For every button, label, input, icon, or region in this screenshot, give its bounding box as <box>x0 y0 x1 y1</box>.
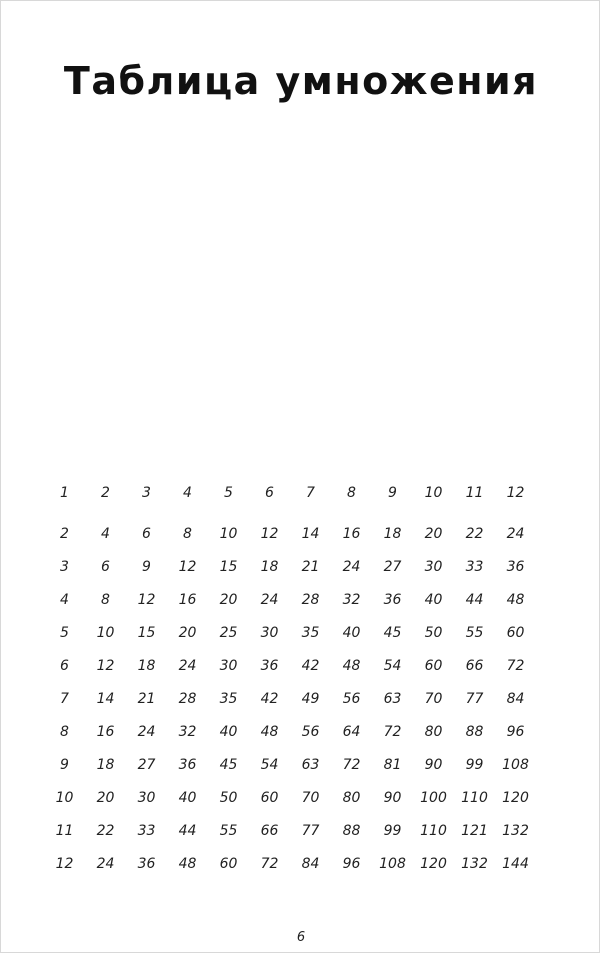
table-row <box>44 616 557 649</box>
table-cell: 44 <box>178 822 197 839</box>
table-cell: 24 <box>137 723 156 740</box>
table-cell: 48 <box>178 855 197 872</box>
table-cell: 88 <box>465 723 484 740</box>
table-cell: 36 <box>137 855 156 872</box>
table-cell: 24 <box>178 657 197 674</box>
table-row <box>44 583 557 616</box>
table-cell: 6 <box>142 525 151 542</box>
table-cell: 33 <box>137 822 156 839</box>
table-cell: 28 <box>301 591 320 608</box>
table-cell: 20 <box>424 525 443 542</box>
table-cell: 49 <box>301 690 320 707</box>
table-cell: 30 <box>137 789 156 806</box>
table-cell: 9 <box>60 756 69 773</box>
table-cell: 96 <box>342 855 361 872</box>
table-cell: 12 <box>178 558 197 575</box>
table-cell: 72 <box>383 723 402 740</box>
table-cell: 36 <box>383 591 402 608</box>
table-cell: 10 <box>424 484 443 501</box>
table-cell: 55 <box>465 624 484 641</box>
table-cell: 10 <box>55 789 74 806</box>
table-cell: 66 <box>260 822 279 839</box>
table-cell: 20 <box>178 624 197 641</box>
table-cell: 24 <box>96 855 115 872</box>
table-cell: 18 <box>383 525 402 542</box>
table-cell: 54 <box>260 756 279 773</box>
table-cell: 84 <box>301 855 320 872</box>
table-cell: 48 <box>260 723 279 740</box>
table-cell: 11 <box>465 484 484 501</box>
table-cell: 40 <box>342 624 361 641</box>
table-cell: 16 <box>178 591 197 608</box>
table-cell: 24 <box>342 558 361 575</box>
table-cell: 66 <box>465 657 484 674</box>
table-cell: 99 <box>383 822 402 839</box>
table-cell: 42 <box>260 690 279 707</box>
table-cell: 48 <box>506 591 525 608</box>
multiplication-table <box>44 476 557 880</box>
table-cell: 77 <box>465 690 484 707</box>
table-cell: 35 <box>219 690 238 707</box>
table-cell: 72 <box>506 657 525 674</box>
table-cell: 10 <box>219 525 238 542</box>
table-cell: 22 <box>465 525 484 542</box>
table-cell: 9 <box>388 484 397 501</box>
table-cell: 60 <box>424 657 443 674</box>
table-cell: 6 <box>265 484 274 501</box>
table-cell: 64 <box>342 723 361 740</box>
table-cell: 70 <box>424 690 443 707</box>
table-cell: 30 <box>424 558 443 575</box>
table-cell: 4 <box>183 484 192 501</box>
table-cell: 16 <box>96 723 115 740</box>
table-cell: 60 <box>506 624 525 641</box>
table-cell: 12 <box>137 591 156 608</box>
table-cell: 54 <box>383 657 402 674</box>
table-cell: 9 <box>142 558 151 575</box>
table-cell: 88 <box>342 822 361 839</box>
table-cell: 28 <box>178 690 197 707</box>
table-row <box>44 476 557 509</box>
table-cell: 80 <box>424 723 443 740</box>
table-cell: 120 <box>502 789 529 806</box>
page-number: 6 <box>296 930 306 945</box>
table-cell: 110 <box>461 789 488 806</box>
table-row <box>44 517 557 550</box>
table-cell: 21 <box>301 558 320 575</box>
table-cell: 3 <box>60 558 69 575</box>
table-cell: 42 <box>301 657 320 674</box>
table-cell: 7 <box>60 690 69 707</box>
table-cell: 81 <box>383 756 402 773</box>
table-cell: 30 <box>260 624 279 641</box>
table-cell: 132 <box>461 855 488 872</box>
table-cell: 4 <box>101 525 110 542</box>
table-cell: 15 <box>137 624 156 641</box>
table-cell: 5 <box>60 624 69 641</box>
table-cell: 24 <box>506 525 525 542</box>
table-cell: 44 <box>465 591 484 608</box>
table-cell: 30 <box>219 657 238 674</box>
table-cell: 6 <box>60 657 69 674</box>
table-cell: 132 <box>502 822 529 839</box>
table-row <box>44 748 557 781</box>
table-cell: 12 <box>506 484 525 501</box>
table-cell: 14 <box>96 690 115 707</box>
table-cell: 56 <box>301 723 320 740</box>
table-cell: 36 <box>506 558 525 575</box>
table-cell: 20 <box>96 789 115 806</box>
table-cell: 5 <box>224 484 233 501</box>
table-cell: 15 <box>219 558 238 575</box>
table-cell: 12 <box>260 525 279 542</box>
table-row <box>44 649 557 682</box>
table-row <box>44 682 557 715</box>
table-cell: 50 <box>219 789 238 806</box>
table-cell: 63 <box>301 756 320 773</box>
table-cell: 45 <box>219 756 238 773</box>
table-cell: 18 <box>260 558 279 575</box>
table-cell: 8 <box>183 525 192 542</box>
table-cell: 110 <box>420 822 447 839</box>
table-cell: 7 <box>306 484 315 501</box>
table-cell: 8 <box>60 723 69 740</box>
table-cell: 32 <box>178 723 197 740</box>
table-cell: 36 <box>260 657 279 674</box>
table-cell: 56 <box>342 690 361 707</box>
table-cell: 60 <box>260 789 279 806</box>
table-row <box>44 715 557 748</box>
table-row <box>44 781 557 814</box>
table-cell: 144 <box>502 855 529 872</box>
table-cell: 2 <box>101 484 110 501</box>
table-cell: 96 <box>506 723 525 740</box>
table-cell: 6 <box>101 558 110 575</box>
table-cell: 22 <box>96 822 115 839</box>
table-cell: 32 <box>342 591 361 608</box>
table-cell: 2 <box>60 525 69 542</box>
table-cell: 120 <box>420 855 447 872</box>
table-cell: 3 <box>142 484 151 501</box>
table-cell: 8 <box>101 591 110 608</box>
page-title: Таблица умножения <box>63 59 539 103</box>
table-cell: 14 <box>301 525 320 542</box>
table-cell: 90 <box>383 789 402 806</box>
table-cell: 90 <box>424 756 443 773</box>
table-cell: 33 <box>465 558 484 575</box>
table-cell: 63 <box>383 690 402 707</box>
table-cell: 45 <box>383 624 402 641</box>
table-cell: 84 <box>506 690 525 707</box>
table-row <box>44 550 557 583</box>
table-cell: 40 <box>219 723 238 740</box>
table-cell: 20 <box>219 591 238 608</box>
table-cell: 108 <box>502 756 529 773</box>
table-cell: 40 <box>178 789 197 806</box>
table-cell: 36 <box>178 756 197 773</box>
table-cell: 70 <box>301 789 320 806</box>
table-cell: 10 <box>96 624 115 641</box>
table-cell: 24 <box>260 591 279 608</box>
table-cell: 21 <box>137 690 156 707</box>
table-cell: 12 <box>55 855 74 872</box>
table-cell: 4 <box>60 591 69 608</box>
table-cell: 80 <box>342 789 361 806</box>
table-cell: 16 <box>342 525 361 542</box>
table-cell: 55 <box>219 822 238 839</box>
table-row <box>44 814 557 847</box>
table-cell: 60 <box>219 855 238 872</box>
table-cell: 8 <box>347 484 356 501</box>
table-cell: 121 <box>461 822 488 839</box>
table-cell: 72 <box>342 756 361 773</box>
table-cell: 27 <box>383 558 402 575</box>
table-cell: 108 <box>379 855 406 872</box>
table-cell: 72 <box>260 855 279 872</box>
table-cell: 27 <box>137 756 156 773</box>
table-cell: 18 <box>137 657 156 674</box>
table-cell: 100 <box>420 789 447 806</box>
table-cell: 1 <box>60 484 69 501</box>
table-cell: 40 <box>424 591 443 608</box>
table-row <box>44 847 557 880</box>
table-cell: 11 <box>55 822 74 839</box>
table-cell: 12 <box>96 657 115 674</box>
table-cell: 99 <box>465 756 484 773</box>
table-cell: 35 <box>301 624 320 641</box>
table-cell: 50 <box>424 624 443 641</box>
table-cell: 18 <box>96 756 115 773</box>
table-cell: 48 <box>342 657 361 674</box>
table-cell: 77 <box>301 822 320 839</box>
table-cell: 25 <box>219 624 238 641</box>
